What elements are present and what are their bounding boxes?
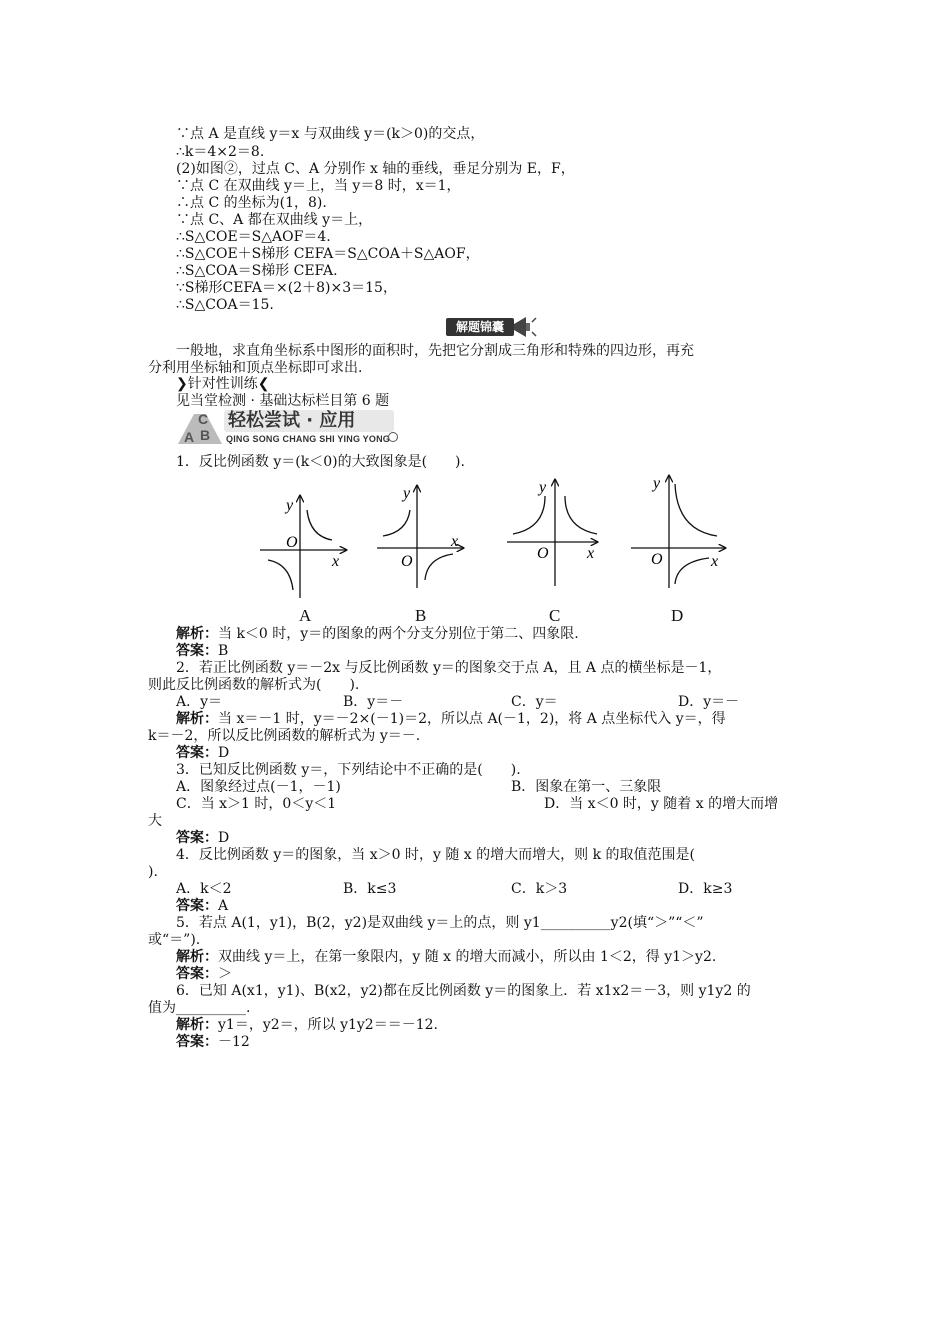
q2-option-c: C．y＝: [511, 694, 558, 710]
logo-letter-b: B: [200, 427, 211, 443]
training-reference: 见当堂检测 · 基础达标栏目第 6 题: [176, 393, 390, 409]
q3-answer-value: D: [218, 830, 230, 846]
graph-c-x-label: x: [587, 545, 595, 562]
q5-answer: [176, 966, 232, 983]
graph-label-b: B: [415, 606, 427, 625]
q1-graphs: [255, 470, 735, 630]
q4-option-a: A．k＜2: [176, 881, 232, 897]
q6-stem-2: 值为__________.: [148, 1000, 251, 1016]
solution-line-4: ∵点 C 在双曲线 y＝上，当 y＝8 时，x＝1，: [176, 178, 461, 194]
q2-analysis-1: [176, 711, 726, 728]
graph-d: [631, 472, 731, 590]
q5-analysis-text: 双曲线 y＝上，在第一象限内，y 随 x 的增大而减小，所以由 1＜2，得 y1＞y2.: [218, 949, 717, 965]
q2-option-b: B．y＝－: [343, 694, 404, 710]
tip-banner: [446, 314, 538, 340]
solution-line-1: ∵点 A 是直线 y＝x 与双曲线 y＝(k＞0)的交点，: [176, 126, 485, 142]
q6-answer-label: 答案：: [176, 1034, 218, 1050]
q5-analysis: [176, 949, 716, 966]
q3-answer-label: 答案：: [176, 830, 218, 846]
tip-text-line-2: 分利用坐标轴和顶点坐标即可求出.: [148, 360, 363, 376]
graph-b-x-label: x: [451, 533, 459, 550]
graph-b-y-label: y: [403, 485, 411, 502]
q5-stem-2: 或“＝”).: [148, 932, 201, 948]
abc-logo-icon: [176, 406, 226, 448]
section-header: [176, 406, 406, 448]
q2-analysis-2: k＝－2，所以反比例函数的解析式为 y＝－.: [148, 728, 421, 744]
tip-banner-label: 解题锦囊: [446, 318, 514, 336]
solution-line-11: ∴S△COA＝15.: [176, 297, 274, 313]
q2-stem-1: 2．若正比例函数 y＝－2x 与反比例函数 y＝的图象交于点 A，且 A 点的横坐标是－1，: [176, 660, 722, 676]
q4-stem-2: ).: [148, 864, 158, 880]
q4-answer-label: 答案：: [176, 898, 218, 914]
megaphone-icon: [512, 314, 538, 340]
solution-line-9: ∴S△COA＝S梯形 CEFA.: [176, 263, 338, 279]
graph-a-y-label: y: [286, 497, 294, 514]
q3-option-a: A．图象经过点(－1，－1): [176, 779, 341, 795]
q6-analysis: [176, 1017, 438, 1034]
q4-option-d: D．k≥3: [678, 881, 733, 897]
q2-stem-2: 则此反比例函数的解析式为( ).: [148, 677, 360, 693]
q6-analysis-text: y1＝，y2＝，所以 y1y2＝＝－12.: [218, 1017, 438, 1033]
q2-answer-value: D: [218, 745, 230, 761]
tip-text-line-1: 一般地，求直角坐标系中图形的面积时，先把它分割成三角形和特殊的四边形，再充: [176, 343, 694, 359]
training-label: [176, 376, 269, 393]
q2-analysis-label: 解析：: [176, 711, 218, 727]
q4-answer: [176, 898, 228, 915]
graph-label-c: C: [549, 606, 561, 625]
solution-line-5: ∴点 C 的坐标为(1，8).: [176, 195, 327, 211]
graph-c-y-label: y: [539, 479, 547, 496]
solution-line-8: ∴S△COE＋S梯形 CEFA＝S△COA＋S△AOF，: [176, 246, 480, 262]
solution-line-3: (2)如图②，过点 C、A 分别作 x 轴的垂线，垂足分别为 E，F，: [176, 161, 575, 177]
q4-answer-value: A: [218, 898, 229, 914]
q1-answer-value: B: [218, 643, 229, 659]
q3-option-c: C．当 x＞1 时，0＜y＜1: [176, 796, 337, 812]
circle-icon: [388, 432, 398, 442]
q4-option-c: C．k＞3: [511, 881, 568, 897]
q6-answer: [176, 1034, 250, 1051]
graph-b: [377, 480, 467, 590]
q1-answer-label: 答案：: [176, 643, 218, 659]
graph-a-origin: O: [286, 534, 298, 551]
graph-label-d: D: [671, 606, 684, 625]
q2-option-d: D．y＝－: [678, 694, 740, 710]
q6-stem-1: 6．已知 A(x1，y1)、B(x2，y2)都在反比例函数 y＝的图象上．若 x1x2＝－3，则 y1y2 的: [176, 983, 751, 999]
q3-stem: 3．已知反比例函数 y＝，下列结论中不正确的是( ).: [176, 762, 521, 778]
q6-answer-value: －12: [218, 1034, 250, 1050]
q3-answer: [176, 830, 229, 847]
q3-option-d: D．当 x＜0 时，y 随着 x 的增大而增: [544, 796, 779, 812]
right-bracket-icon: ❮: [257, 376, 270, 392]
q5-answer-value: ＞: [218, 966, 232, 982]
graph-b-origin: O: [401, 553, 413, 570]
q1-analysis-text: 当 k＜0 时，y＝的图象的两个分支分别位于第二、四象限.: [218, 626, 579, 642]
section-title: 轻松尝试 · 应用: [228, 410, 356, 431]
solution-line-2: ∴k＝4×2＝8.: [176, 144, 265, 160]
q1-stem: 1．反比例函数 y＝(k＜0)的大致图象是( ).: [176, 454, 465, 470]
graph-d-y-label: y: [653, 475, 661, 492]
q2-answer: [176, 745, 229, 762]
q4-option-b: B．k≤3: [343, 881, 397, 897]
q2-analysis-text-1: 当 x＝－1 时，y＝－2×(－1)＝2，所以点 A(－1，2)，将 A 点坐标代入 y＝，得: [218, 711, 726, 727]
q2-option-a: A．y＝: [176, 694, 223, 710]
graph-label-a: A: [299, 606, 312, 625]
graph-d-origin: O: [651, 551, 663, 568]
q5-stem-1: 5．若点 A(1，y1)，B(2，y2)是双曲线 y＝上的点，则 y1__________y2(填“＞”“＜”: [176, 915, 704, 931]
left-bracket-icon: ❯: [176, 376, 188, 392]
q1-analysis-label: 解析：: [176, 626, 218, 642]
q5-answer-label: 答案：: [176, 966, 218, 982]
graph-a: [260, 490, 350, 600]
q5-analysis-label: 解析：: [176, 949, 218, 965]
q1-answer: [176, 643, 228, 660]
graph-c-origin: O: [537, 545, 549, 562]
section-pinyin: QING SONG CHANG SHI YING YONG: [226, 434, 390, 444]
q3-option-b: B．图象在第一、三象限: [511, 779, 662, 795]
q3-option-d-cont: 大: [148, 813, 162, 829]
q4-stem-1: 4．反比例函数 y＝的图象，当 x＞0 时，y 随 x 的增大而增大，则 k 的取值范围是(: [176, 847, 695, 863]
solution-line-6: ∵点 C、A 都在双曲线 y＝上，: [176, 212, 373, 228]
logo-letter-c: C: [198, 411, 209, 427]
logo-letter-a: A: [184, 429, 195, 445]
graph-c: [507, 476, 603, 588]
graph-a-x-label: x: [332, 553, 340, 570]
solution-line-7: ∴S△COE＝S△AOF＝4.: [176, 229, 331, 245]
q1-analysis: [176, 626, 579, 643]
solution-line-10: ∵S梯形CEFA＝×(2＋8)×3＝15，: [176, 280, 397, 296]
training-label-text: 针对性训练: [187, 376, 258, 392]
q6-analysis-label: 解析：: [176, 1017, 218, 1033]
q2-answer-label: 答案：: [176, 745, 218, 761]
graph-d-x-label: x: [711, 553, 719, 570]
